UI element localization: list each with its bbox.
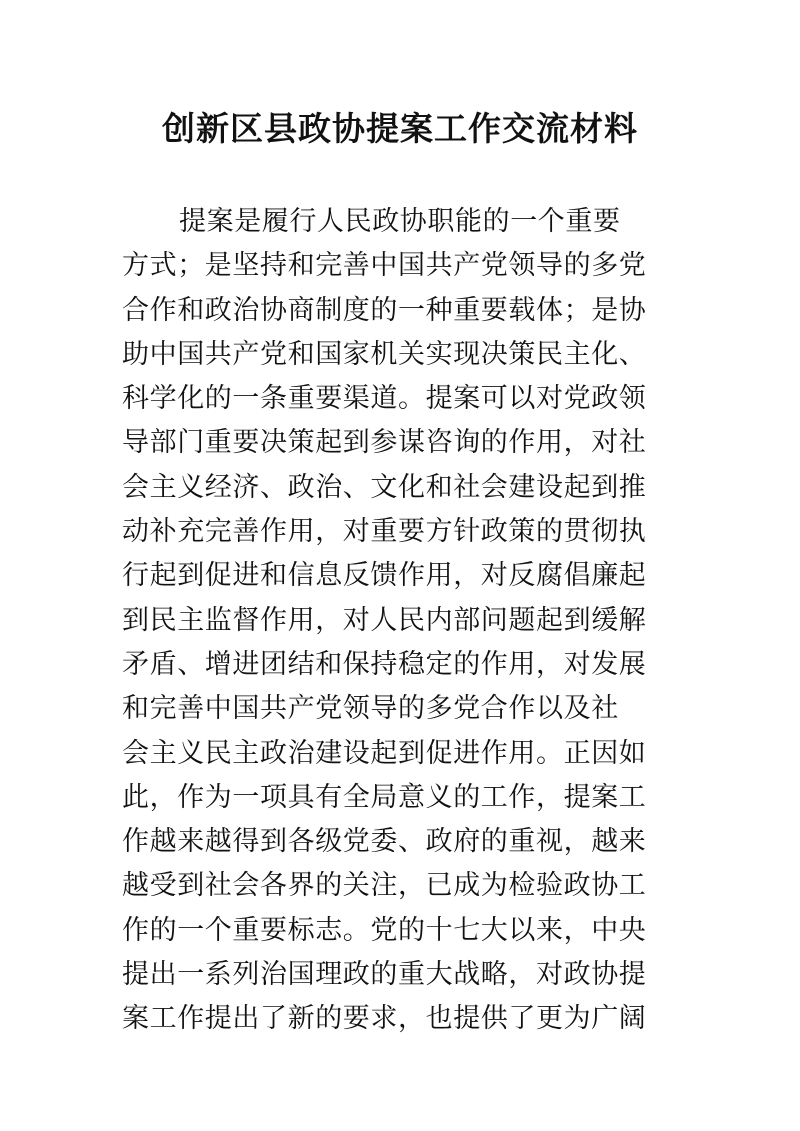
body-line: 提出一系列治国理政的重大战略，对政协提 (122, 959, 647, 991)
document-body (122, 200, 722, 1042)
body-line: 提案是履行人民政协职能的一个重要 (179, 206, 621, 237)
body-line: 和完善中国共产党领导的多党合作以及社 (122, 693, 619, 725)
body-line: 此，作为一项具有全局意义的工作，提案工 (122, 781, 647, 813)
body-line: 导部门重要决策起到参谋咨询的作用，对社 (122, 427, 647, 459)
document-title: 创新区县政协提案工作交流材料 (162, 109, 638, 148)
body-line: 越受到社会各界的关注，已成为检验政协工 (122, 870, 647, 902)
body-line: 会主义经济、政治、文化和社会建设起到推 (122, 471, 647, 503)
body-line: 行起到促进和信息反馈作用，对反腐倡廉起 (122, 560, 647, 592)
body-line: 作的一个重要标志。党的十七大以来，中央 (122, 914, 647, 946)
body-line: 作越来越得到各级党委、政府的重视，越来 (122, 826, 647, 858)
body-line: 动补充完善作用，对重要方针政策的贯彻执 (122, 516, 647, 548)
body-line: 会主义民主政治建设起到促进作用。正因如 (122, 737, 647, 769)
body-line: 助中国共产党和国家机关实现决策民主化、 (122, 338, 647, 370)
body-line: 矛盾、增进团结和保持稳定的作用，对发展 (122, 648, 647, 680)
body-line: 到民主监督作用，对人民内部问题起到缓解 (122, 604, 647, 636)
body-line: 合作和政治协商制度的一种重要载体；是协 (122, 294, 647, 326)
body-line: 方式；是坚持和完善中国共产党领导的多党 (122, 250, 647, 282)
body-line: 科学化的一条重要渠道。提案可以对党政领 (122, 383, 647, 415)
body-line: 案工作提出了新的要求，也提供了更为广阔 (122, 1003, 647, 1035)
